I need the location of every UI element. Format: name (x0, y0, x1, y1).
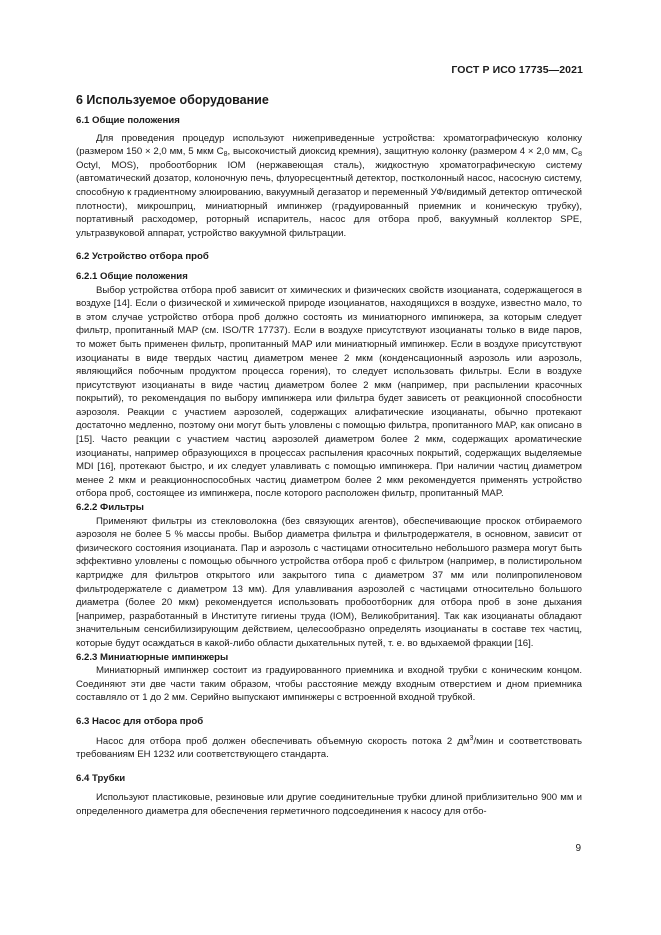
section-6-2-1-paragraph: Выбор устройства отбора проб зависит от химических и физических свойств изоцианата, содержащегося в воздухе [14]. Если о физической и химической природе изоцианатов, находящихся в воздухе, известно мало, то в этом случае устройство отбора проб должно состоять из миниатюрного импинжера, за которым следует фильтр, пропитанный MAP (см. ISO/TR 17737). Если в воздухе присутствуют изоцианаты только в виде паров, то может быть применен фильтр, пропитанный MAP или миниатюрный импинжер. Если в воздухе присутствуют изоцианаты в виде твердых частиц диаметром менее 2 мкм (конденсационный аэрозоль или аэрозоль, являющийся побочным продуктом процесса горения), то следует использовать фильтры. Если в воздухе присутствуют изоцианаты в виде частиц диаметром более 2 мкм (например, при распылении красочных покрытий), то рекомендация по выбору импинжера или фильтра будет зависеть от реакционной способности аэрозоля. Реакции с участием аэрозолей, содержащих алифатические изоцианаты, обычно протекают достаточно медленно, поэтому они могут быть уловлены с помощью фильтра, пропитанного MAP, как описано в [15]. Часто реакции с участием частиц аэрозолей диаметром более 2 мкм, содержащих ароматические изоцианаты, например образующихся в процессах распыления красочных покрытий, содержащих выделяемые MDI [16], протекают быстро, и их следует улавливать с помощью импинжера. При наличии частиц диаметром менее 2 мкм и реакционноспособных частиц диаметром более 2 мкм рекомендуется применять устройство отбора проб, состоящее из импинжера, после которого расположен фильтр, пропитанный MAP. (76, 284, 582, 500)
section-6-1-paragraph (76, 132, 582, 241)
subscript: 8 (223, 151, 228, 159)
section-6-3-paragraph (76, 735, 582, 762)
section-6-2-2-paragraph: Применяют фильтры из стекловолокна (без связующих агентов), обеспечивающие проскок отбираемого аэрозоля не более 5 % массы пробы. Выбор диаметра фильтра и фильтродержателя, в основном, зависит от физического состояния изоцианата. Пар и аэрозоль с частицами относительно небольшого размера могут быть эффективно уловлены с помощью обычного устройства отбора проб с фильтром (например, в полистирольном картридже для фильтров открытого или закрытого типа с диаметром 37 мм или полипропиленовом фильтродержателе с диаметром 13 мм). Для улавливания аэрозолей с частицами относительно большого диаметра (более 20 мкм) рекомендуется использовать пробоотборник для отбора проб в зоне дыхания [например, разработанный в Институте гигиены труда (IOM), Великобритания]. Так как изоцианаты обладают значительным сенсибилизирующим действием, целесообразно определять изоцианаты в составе тех частиц, которые будут осаждаться в какой-либо области дыхательных путей, т. е. во вдыхаемой фракции [16]. (76, 515, 582, 649)
text-run: Насос для отбора проб должен обеспечивать объемную скорость потока 2 дм (96, 735, 470, 747)
section-6-2-2-title: 6.2.2 Фильтры (76, 502, 144, 514)
section-6-2-3-paragraph: Миниатюрный импинжер состоит из градуированного приемника и входной трубки с коническим концом. Соединяют эти две части таким образом, чтобы расстояние между входным отверстием и дном приемника составляло от 1 до 2 мм. Серийно выпускают импинжеры с встроенной входной трубкой. (76, 665, 582, 704)
section-6-4-title: 6.4 Трубки (76, 772, 126, 784)
section-6-4-paragraph: Используют пластиковые, резиновые или другие соединительные трубки длиной приблизительно 900 мм и определенного диаметра для обеспечения герметичного подсоединения к насосу для отбо- (76, 792, 582, 817)
text-run: , высокочистый диоксид кремния), защитную колонку (размером 4 × 2,0 мм, C (227, 146, 579, 158)
page-content (76, 92, 582, 819)
page-number: 9 (575, 843, 581, 854)
text-run: Octyl, MOS), пробоотборник IOM (нержавеющая сталь), жидкостную хроматографическую систему (автоматический дозатор, колоночную печь, флуоресцентный детектор, постколонный насос, насосную систему, способную к градиентному элюированию, вакуумный дегазатор и переменный УФ/видимый детектор оптической плотности), микрошприц, миниатюрный импинжер (градуированный приемник и коническую трубку), портативный расходомер, роторный испаритель, насос для отбора проб, вакуумный коллектор SPE, ультразвуковой аппарат, устройство вакуумной фильтрации. (76, 159, 582, 239)
text-run: /мин и соответствовать требованиям ЕН 1232 или соответствующего стандарта. (76, 735, 582, 761)
section-6-2-3-title: 6.2.3 Миниатюрные импинжеры (76, 651, 229, 663)
section-6-title: 6 Используемое оборудование (76, 93, 269, 107)
text-run: Для проведения процедур используют нижеприведенные устройства: хроматографическую колонку (размером 150 × 2,0 мм, 5 мкм C (76, 132, 582, 158)
standard-designation: ГОСТ Р ИСО 17735—2021 (451, 64, 583, 76)
section-6-2-title: 6.2 Устройство отбора проб (76, 251, 209, 263)
section-6-1-title: 6.1 Общие положения (76, 115, 180, 126)
superscript: 3 (469, 734, 474, 742)
section-6-3-title: 6.3 Насос для отбора проб (76, 715, 204, 727)
section-6-2-1-title: 6.2.1 Общие положения (76, 270, 188, 282)
subscript: 8 (578, 151, 583, 159)
